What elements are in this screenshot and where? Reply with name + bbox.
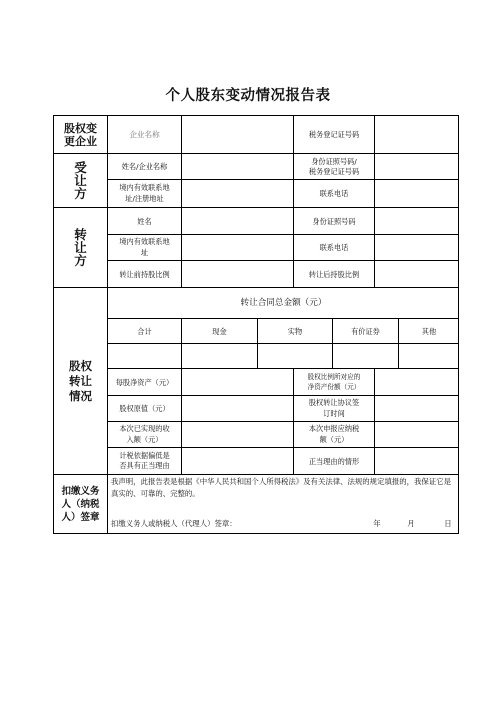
signature-day: 日 [444,518,452,528]
net-assets-per-share-field[interactable] [182,369,293,395]
transferor-ratio-after-label: 转让后持股比例 [308,269,360,279]
transferee-id-label: 身份证照号码/ 税务登记证号码 [308,156,360,176]
transferor-name-label: 姓名 [137,216,152,226]
transferee-address-field[interactable] [182,180,293,207]
row-divider [53,474,459,475]
section-transferee: 受 让 方 [74,160,87,201]
column-header-securities: 有价证券 [351,326,380,336]
transferor-id-label: 身份证照号码 [312,216,356,226]
transferee-name-label: 姓名/企业名称 [121,162,168,171]
low-basis-justified-label: 计税依据偏低是 否具有正当理由 [119,450,170,470]
low-basis-justified-field[interactable] [182,448,293,474]
company-name-label: 企业名称 [129,130,160,139]
agreement-date-label: 股权转让协议签 订时间 [308,398,360,418]
company-name-field[interactable] [182,116,293,153]
contract-total-label: 转让合同总金额（元） [240,297,327,308]
net-assets-share-label: 股权比例所对应的 净资产份额（元） [307,372,361,391]
tax-payable-label: 本次申报应纳税 额（元） [308,424,360,444]
transferee-id-field[interactable] [375,154,459,179]
section-transferor: 转 让 方 [74,227,87,268]
section-withholding: 扣缴义务 人（纳税 人）签章 [61,486,100,523]
transferor-ratio-before-label: 转让前持股比例 [119,269,170,279]
transferee-address-label: 境内有效联系地 址/注册地址 [119,183,170,203]
equity-original-value-field[interactable] [182,396,293,421]
transferor-phone-field[interactable] [375,235,459,260]
signature-month: 月 [407,518,415,528]
signature-label: 扣缴义务人或纳税人（代理人）签章： [111,518,237,528]
transferor-ratio-after-field[interactable] [375,261,459,287]
transferee-name-field[interactable] [182,154,293,179]
equity-original-value-label: 股权原值（元） [119,404,170,413]
justification-label: 正当理由的情形 [308,456,360,466]
realized-income-label: 本次已实现的收 入额（元） [119,424,170,444]
realized-income-field[interactable] [182,422,293,447]
justification-field[interactable] [375,448,459,474]
amount-other-field[interactable] [399,344,459,368]
net-assets-per-share-label: 每股净资产（元） [115,377,174,387]
agreement-date-field[interactable] [375,396,459,421]
transferee-phone-field[interactable] [375,180,459,207]
transferor-name-field[interactable] [182,208,293,234]
amount-goods-field[interactable] [258,344,332,368]
company-tax-id-field[interactable] [375,116,459,153]
column-header-goods: 实物 [287,326,303,336]
transferor-id-field[interactable] [375,208,459,234]
company-tax-id-label: 税务登记证号码 [308,130,360,139]
declaration-statement: 我声明，此报告表是根据《中华人民共和国个人所得税法》及有关法律、法规的规定填报的，我保证它是真实的、可靠的、完整的。 [111,477,451,498]
amount-total-field[interactable] [108,344,181,368]
signature-year: 年 [373,518,381,528]
net-assets-share-field[interactable] [375,369,459,395]
section-company: 股权变 更企业 [64,121,97,148]
tax-payable-field[interactable] [375,422,459,447]
section-equity: 股权 转让 情况 [69,358,92,403]
page-title: 个人股东变动情况报告表 [165,88,331,104]
column-header-other: 其他 [421,326,437,336]
amount-securities-field[interactable] [333,344,398,368]
amount-cash-field[interactable] [182,344,257,368]
transferor-address-label: 境内有效联系地 址 [119,237,170,257]
transferor-ratio-before-field[interactable] [182,261,293,287]
transferor-phone-label: 联系电话 [319,243,349,252]
transferor-address-field[interactable] [182,235,293,260]
column-header-cash: 现金 [212,326,227,336]
transferee-phone-label: 联系电话 [319,189,349,198]
column-header-total: 合计 [137,326,152,336]
